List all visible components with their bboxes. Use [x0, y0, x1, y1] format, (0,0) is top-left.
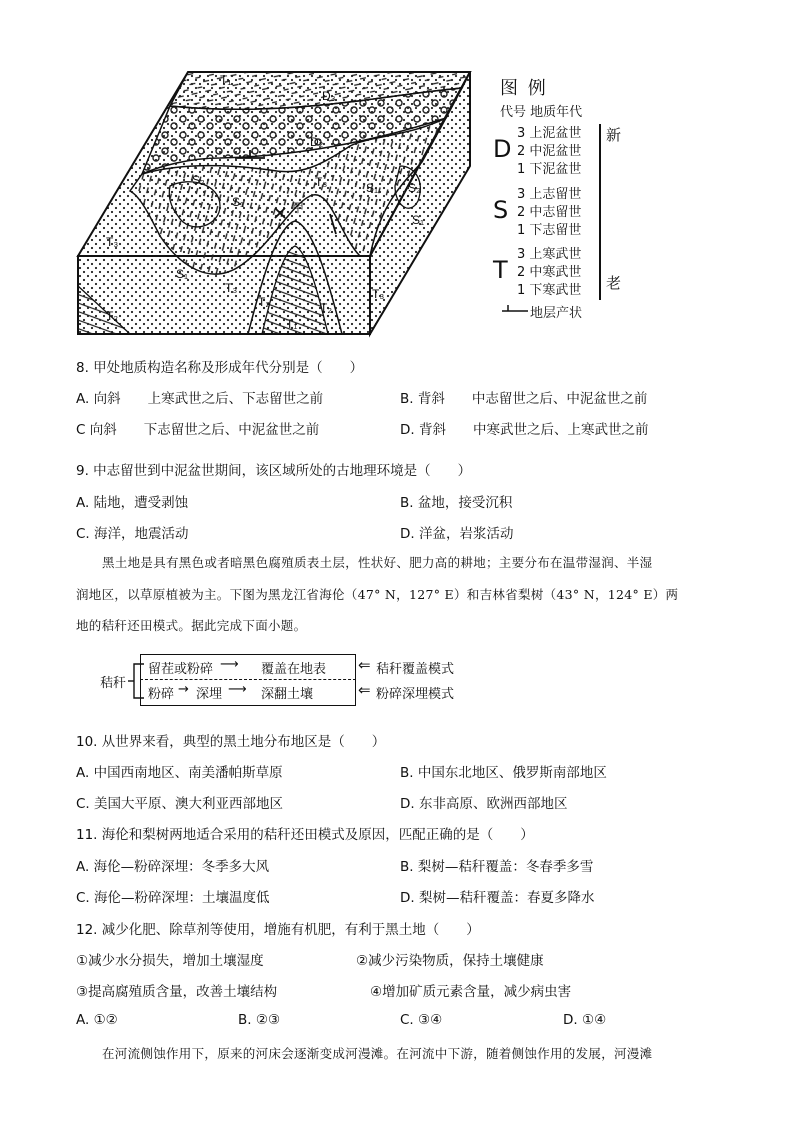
q10-option-b[interactable]: B. 中国东北地区、俄罗斯南部地区: [400, 765, 607, 781]
label-S1-b: S₁: [366, 181, 379, 195]
q12-statement-2: ②减少污染物质，保持土壤健康: [356, 953, 544, 969]
label-D3: D₃: [322, 89, 336, 103]
q8-option-c[interactable]: C 向斜 下志留世之后、中泥盆世之前: [76, 422, 320, 438]
q10-option-a[interactable]: A. 中国西南地区、南美潘帕斯草原: [76, 765, 283, 781]
flow-top-step2: 覆盖在地表: [261, 662, 327, 677]
legend-S1: 1 下志留世: [517, 223, 582, 238]
q12-option-c[interactable]: C. ③④: [400, 1012, 443, 1028]
q12-option-d[interactable]: D. ①④: [563, 1012, 607, 1028]
intro1-line1: 黑土地是具有黑色或者暗黑色腐殖质表土层，性状好、肥力高的耕地；主要分布在温带湿润、半湿: [102, 555, 653, 570]
legend-old: 老: [606, 274, 622, 292]
legend-strike: 地层产状: [530, 306, 583, 321]
label-S2: S₂: [192, 173, 205, 187]
label-jia: 甲: [292, 201, 305, 215]
flow-left-arrow-icon: ⇐: [358, 681, 371, 699]
label-T2-corner: T₂: [106, 309, 118, 323]
flow-bot-mode: 粉碎深埋模式: [376, 687, 455, 702]
q11-option-a[interactable]: A. 海伦—粉碎深埋：冬季多大风: [76, 859, 270, 875]
flow-source: 秸秆: [100, 676, 127, 691]
q9-option-b[interactable]: B. 盆地，接受沉积: [400, 495, 513, 511]
label-T3-right: T₃: [372, 287, 385, 301]
geologic-block-diagram: [70, 66, 490, 341]
q9-option-d[interactable]: D. 洋盆，岩浆活动: [400, 526, 514, 542]
q11-option-b[interactable]: B. 梨树—秸秆覆盖：冬春季多雪: [400, 859, 594, 875]
q9-option-a[interactable]: A. 陆地，遭受剥蚀: [76, 495, 189, 511]
label-S1-a: S₁: [232, 195, 245, 209]
q12-option-b[interactable]: B. ②③: [238, 1012, 281, 1028]
legend-T2: 2 中寒武世: [517, 265, 582, 280]
q9-option-c[interactable]: C. 海洋，地震活动: [76, 526, 189, 542]
legend-D2: 2 中泥盆世: [517, 144, 582, 159]
label-D2: D₂: [310, 135, 324, 149]
legend-D3: 3 上泥盆世: [517, 126, 582, 141]
q12-statement-3: ③提高腐殖质含量，改善土壤结构: [76, 984, 278, 1000]
label-T3-left: T₃: [106, 235, 119, 249]
flow-arrow-icon: ⟶: [220, 657, 239, 672]
q11-option-d[interactable]: D. 梨树—秸秆覆盖：春夏多降水: [400, 890, 595, 906]
label-T2-a: T₂: [258, 295, 270, 309]
age-arrow-line: [599, 124, 601, 300]
label-S2-b: S₂: [408, 181, 421, 195]
legend-new: 新: [606, 126, 622, 144]
q8-option-b[interactable]: B. 背斜 中志留世之后、中泥盆世之前: [400, 391, 648, 407]
q9-stem: 9. 中志留世到中泥盆世期间，该区域所处的古地理环境是（ ）: [76, 463, 472, 479]
flow-arrow-icon: ⟶: [228, 682, 247, 697]
straw-flow-diagram: [96, 650, 466, 712]
flow-bot-step1: 粉碎: [148, 687, 175, 702]
label-T3-mid: T₃: [315, 175, 328, 189]
q12-statement-4: ④增加矿质元素含量，减少病虫害: [370, 984, 572, 1000]
label-T3-front: T₃: [225, 281, 238, 295]
flow-bot-step3: 深翻土壤: [261, 687, 314, 702]
q11-stem: 11. 海伦和梨树两地适合采用的秸秆还田模式及原因，匹配正确的是（ ）: [76, 827, 534, 843]
q10-stem: 10. 从世界来看，典型的黑土地分布地区是（ ）: [76, 734, 386, 750]
q12-stem: 12. 减少化肥、除草剂等使用，增施有机肥，有利于黑土地（ ）: [76, 922, 480, 938]
flow-top-mode: 秸秆覆盖模式: [376, 662, 455, 677]
strike-symbol-icon: [500, 302, 530, 316]
flow-top-step1: 留茬或粉碎: [148, 662, 214, 677]
q8-stem: 8. 甲处地质构造名称及形成年代分别是（ ）: [76, 360, 364, 376]
legend-D1: 1 下泥盆世: [517, 162, 582, 177]
label-T1-core: T₁: [286, 317, 298, 331]
label-S1-d: S₁: [176, 267, 189, 281]
legend-T3: 3 上寒武世: [517, 247, 582, 262]
q11-option-c[interactable]: C. 海伦—粉碎深埋：土壤温度低: [76, 890, 270, 906]
flow-arrow-icon: →: [178, 682, 189, 697]
q8-option-d[interactable]: D. 背斜 中寒武世之后、上寒武世之前: [400, 422, 649, 438]
legend-code-S: S: [493, 196, 509, 224]
q12-option-a[interactable]: A. ①②: [76, 1012, 118, 1028]
q10-option-c[interactable]: C. 美国大平原、澳大利亚西部地区: [76, 796, 284, 812]
label-T1-top: T₁: [220, 73, 232, 87]
label-S1-c: S₁: [412, 213, 425, 227]
flow-bot-step2: 深埋: [196, 687, 223, 702]
q8-option-a[interactable]: A. 向斜 上寒武世之后、下志留世之前: [76, 391, 324, 407]
intro1-line2: 润地区，以草原植被为主。下图为黑龙江省海伦（47° N，127° E）和吉林省梨树（43° N，124° E）两: [76, 587, 679, 602]
intro1-line3: 地的秸秆还田模式。据此完成下面小题。: [76, 618, 307, 633]
flow-divider: [140, 679, 356, 680]
intro2-line1: 在河流侧蚀作用下，原来的河床会逐渐变成河漫滩。在河流中下游，随着侧蚀作用的发展，河漫滩: [102, 1046, 653, 1061]
q10-option-d[interactable]: D. 东非高原、欧洲西部地区: [400, 796, 568, 812]
legend-code-D: D: [493, 135, 512, 163]
legend-S3: 3 上志留世: [517, 187, 582, 202]
label-T2-b: T₂: [320, 301, 332, 315]
q12-statement-1: ①减少水分损失，增加土壤湿度: [76, 953, 264, 969]
legend-S2: 2 中志留世: [517, 205, 582, 220]
legend-header: 代号 地质年代: [500, 105, 583, 120]
legend-T1: 1 下寒武世: [517, 283, 582, 298]
flow-left-arrow-icon: ⇐: [358, 656, 371, 674]
legend-code-T: T: [493, 256, 508, 284]
legend-title: 图 例: [500, 78, 548, 99]
